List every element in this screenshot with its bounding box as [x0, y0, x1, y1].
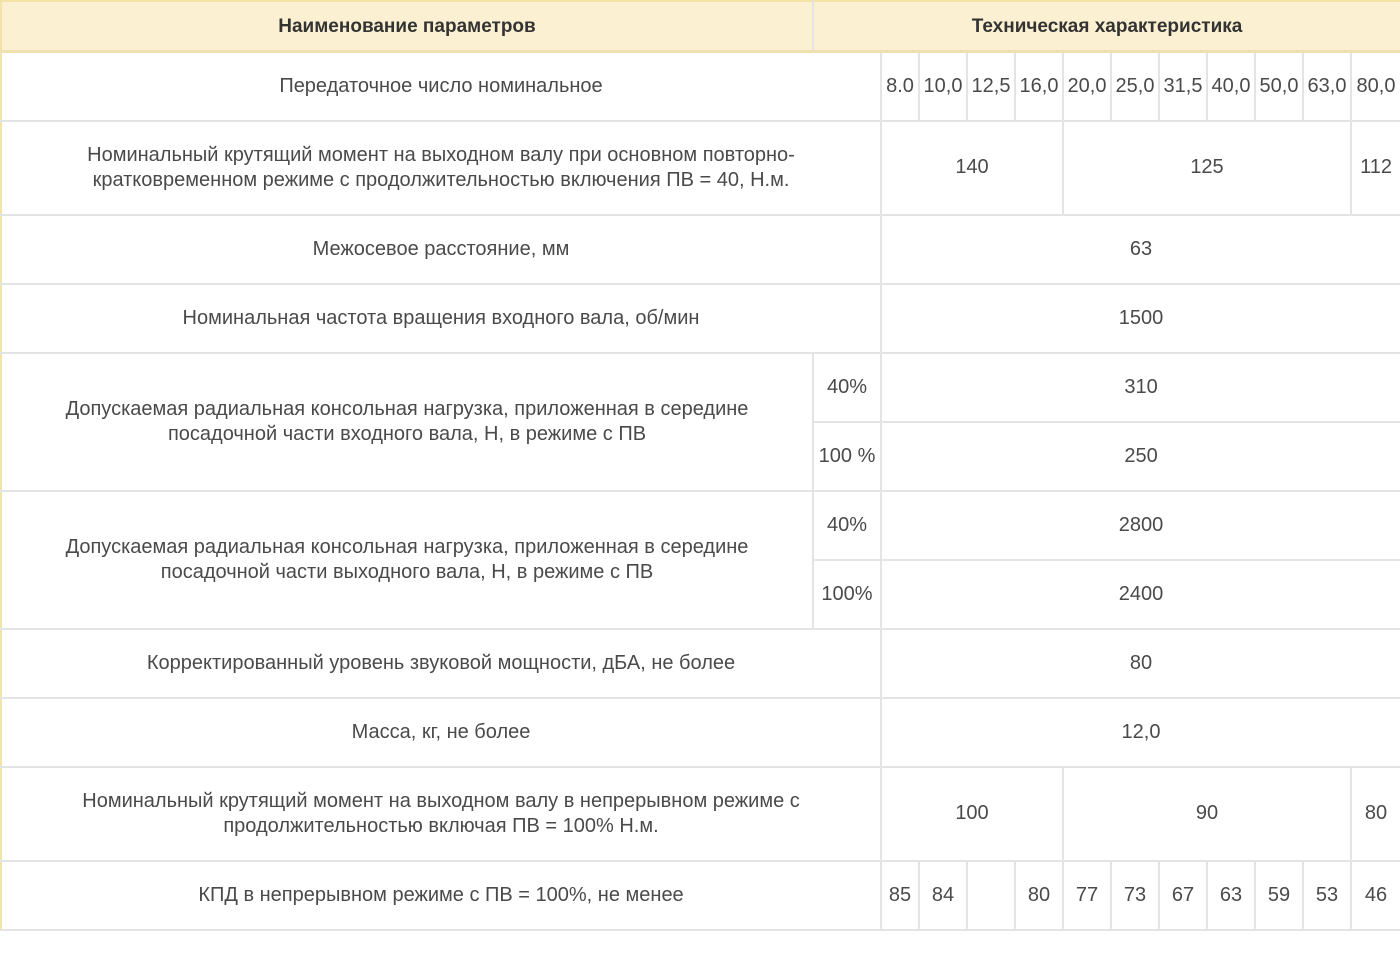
mass-value: 12,0: [881, 698, 1400, 767]
mode-label: 40%: [813, 353, 881, 422]
efficiency-value: 53: [1303, 861, 1351, 930]
ratio-value: 40,0: [1207, 52, 1255, 121]
efficiency-value: 63: [1207, 861, 1255, 930]
torque-value: 125: [1063, 121, 1351, 215]
ratio-value: 10,0: [919, 52, 967, 121]
ratio-value: 31,5: [1159, 52, 1207, 121]
input-load-value: 310: [881, 353, 1400, 422]
output-load-value: 2400: [881, 560, 1400, 629]
center-distance-value: 63: [881, 215, 1400, 284]
table-row: [1, 284, 1400, 353]
param-label: Межосевое расстояние, мм: [1, 215, 881, 284]
table-row: [1, 861, 1400, 930]
param-label: Передаточное число номинальное: [1, 52, 881, 121]
param-label: КПД в непрерывном режиме с ПВ = 100%, не менее: [1, 861, 881, 930]
torque-value: 100: [881, 767, 1063, 861]
table-row: [1, 629, 1400, 698]
param-label: Корректированный уровень звуковой мощности, дБА, не более: [1, 629, 881, 698]
ratio-value: 8.0: [881, 52, 919, 121]
table-row: [1, 698, 1400, 767]
param-column-header: Наименование параметров: [1, 1, 813, 52]
ratio-value: 12,5: [967, 52, 1015, 121]
torque-value: 112: [1351, 121, 1400, 215]
efficiency-value: 46: [1351, 861, 1400, 930]
torque-value: 80: [1351, 767, 1400, 861]
header-row: [1, 1, 1400, 52]
efficiency-value: 80: [1015, 861, 1063, 930]
table-row: [1, 121, 1400, 215]
efficiency-value: 85: [881, 861, 919, 930]
param-label: Номинальная частота вращения входного вала, об/мин: [1, 284, 881, 353]
ratio-value: 50,0: [1255, 52, 1303, 121]
mode-label: 100 %: [813, 422, 881, 491]
efficiency-value: 67: [1159, 861, 1207, 930]
ratio-value: 20,0: [1063, 52, 1111, 121]
ratio-value: 80,0: [1351, 52, 1400, 121]
efficiency-value: 73: [1111, 861, 1159, 930]
param-label: Допускаемая радиальная консольная нагрузка, приложенная в середине посадочной части входного вала, Н, в режиме с ПВ: [1, 353, 813, 491]
ratio-value: 16,0: [1015, 52, 1063, 121]
noise-value: 80: [881, 629, 1400, 698]
table-row: [1, 215, 1400, 284]
ratio-value: 25,0: [1111, 52, 1159, 121]
ratio-value: 63,0: [1303, 52, 1351, 121]
table-row: [1, 767, 1400, 861]
param-label: Масса, кг, не более: [1, 698, 881, 767]
output-load-value: 2800: [881, 491, 1400, 560]
table-row: [1, 52, 1400, 121]
table-row: [1, 491, 1400, 560]
mode-label: 40%: [813, 491, 881, 560]
efficiency-value: [967, 861, 1015, 930]
param-label: Допускаемая радиальная консольная нагрузка, приложенная в середине посадочной части выходного вала, Н, в режиме с ПВ: [1, 491, 813, 629]
torque-value: 140: [881, 121, 1063, 215]
efficiency-value: 84: [919, 861, 967, 930]
spec-column-header: Техническая характеристика: [813, 1, 1400, 52]
torque-value: 90: [1063, 767, 1351, 861]
efficiency-value: 59: [1255, 861, 1303, 930]
param-label: Номинальный крутящий момент на выходном валу при основном повторно-кратковременном режиме с продолжительностью включения ПВ = 40, Н.м.: [1, 121, 881, 215]
input-speed-value: 1500: [881, 284, 1400, 353]
table-row: [1, 353, 1400, 422]
param-label: Номинальный крутящий момент на выходном валу в непрерывном режиме с продолжительностью включая ПВ = 100% Н.м.: [1, 767, 881, 861]
mode-label: 100%: [813, 560, 881, 629]
efficiency-value: 77: [1063, 861, 1111, 930]
input-load-value: 250: [881, 422, 1400, 491]
